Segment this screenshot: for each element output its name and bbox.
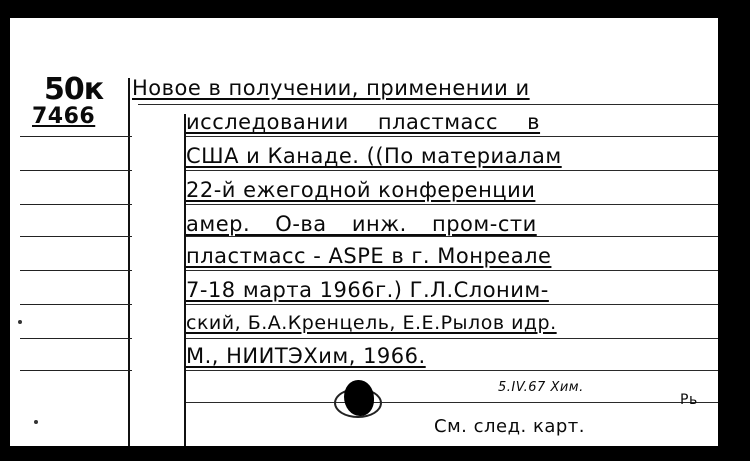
ruled-line	[186, 270, 718, 271]
inventory-number: 7466	[32, 104, 96, 129]
margin-rule	[20, 136, 132, 137]
margin-rule	[20, 304, 132, 305]
ruled-line	[186, 136, 718, 137]
scan-border-top	[0, 0, 750, 18]
margin-rule	[20, 270, 132, 271]
ruled-line	[186, 338, 718, 339]
margin-rule	[20, 370, 132, 371]
scan-border-right	[718, 0, 750, 461]
card-line-9: М., НИИТЭХим, 1966.	[186, 344, 426, 368]
card-line-7: 7-18 марта 1966г.) Г.Л.Слоним-	[186, 278, 549, 302]
ink-blot	[344, 380, 374, 416]
ruled-line	[186, 204, 718, 205]
scan-border-left	[0, 0, 10, 461]
ruled-line	[186, 170, 718, 171]
scan-speck	[34, 420, 38, 424]
margin-rule	[20, 338, 132, 339]
card-line-2: исследовании пластмасс в	[186, 110, 541, 134]
date-note: 5.IV.67 Хим.	[498, 380, 584, 395]
margin-rule	[20, 170, 132, 171]
card-line-8: ский, Б.А.Кренцель, Е.Е.Рылов идр.	[186, 312, 557, 334]
margin-rule	[20, 204, 132, 205]
catalog-card	[10, 18, 718, 446]
card-line-3: США и Канаде. ((По материалам	[186, 144, 562, 168]
margin-line-left	[128, 78, 130, 446]
ruled-line	[138, 104, 718, 105]
scan-speck	[18, 320, 22, 324]
scan-border-bottom	[0, 446, 750, 461]
ruled-line	[186, 304, 718, 305]
ruled-line	[186, 370, 718, 371]
card-line-4: 22-й ежегодной конференции	[186, 178, 536, 202]
ruled-line	[186, 236, 718, 237]
initials: Рь	[680, 392, 698, 408]
continuation-note: См. след. карт.	[434, 416, 585, 437]
ruled-line	[186, 402, 718, 403]
card-line-6: пластмасс - ASPE в г. Монреале	[186, 244, 552, 268]
card-line-1: Новое в получении, применении и	[132, 76, 530, 100]
call-number: 50к	[44, 72, 104, 107]
card-line-5: амер. О-ва инж. пром-сти	[186, 212, 537, 236]
margin-rule	[20, 236, 132, 237]
